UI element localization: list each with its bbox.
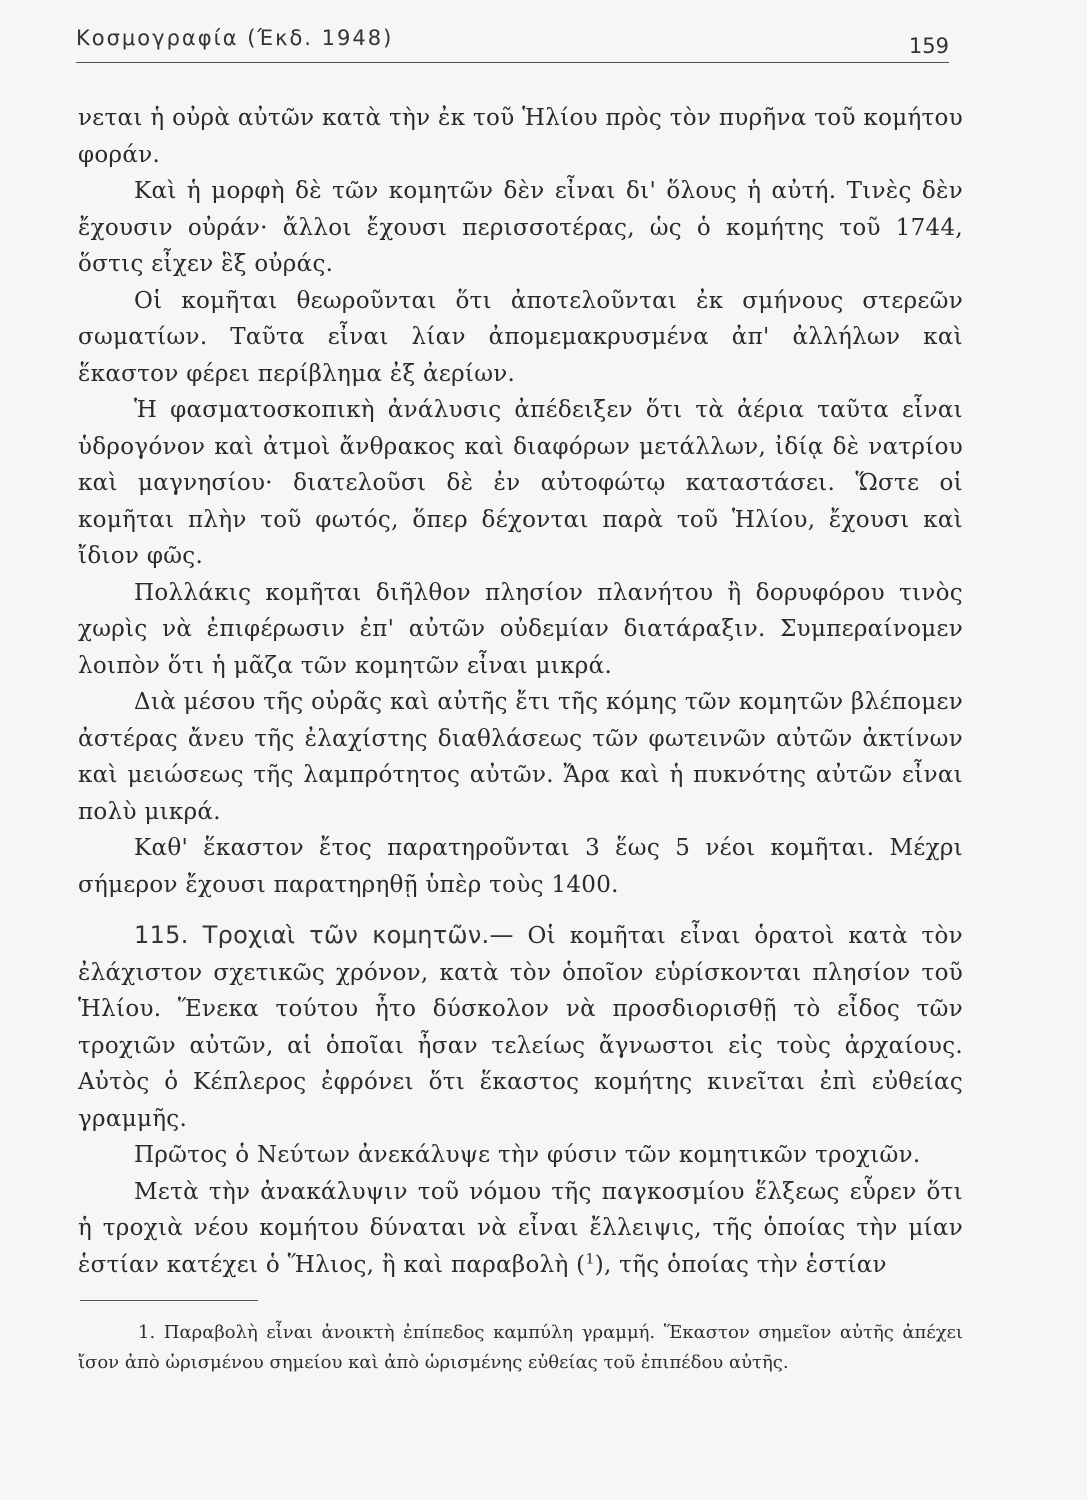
footnote-text: 1. Παραβολὴ εἶναι ἀνοικτὴ ἐπίπεδος καμπύλη γραμμή. Ἕκαστον σημεῖον αὐτῆς ἀπέχει ἴσον ἀπὸ ὡρισμένου σημείου καὶ ἀπὸ ὡρισμένης εὐθείας τοῦ ἐπιπέδου αὐτῆς.: [78, 1322, 963, 1373]
section-heading: 115. Τροχιαὶ τῶν κομητῶν.—: [134, 921, 514, 949]
body-text: [78, 100, 963, 1283]
section-comet-orbits: [78, 917, 963, 1137]
page-header: [76, 18, 949, 63]
section-text: Οἱ κομῆται εἶναι ὁρατοὶ κατὰ τὸν ἐλάχιστον σχετικῶς χρόνον, κατὰ τὸν ὁποῖον εὑρίσκονται πλησίον τοῦ Ἡλίου. Ἕνεκα τούτου ἦτο δύσκολον νὰ προσδιορισθῇ τὸ εἶδος τῶν τροχιῶν αὐτῶν, αἱ ὁποῖαι ἦσαν τελείως ἄγνωστοι εἰς τοὺς ἀρχαίους. Αὐτὸς ὁ Κέπλερος ἐφρόνει ὅτι ἕκαστος κομήτης κινεῖται ἐπὶ εὐθείας γραμμῆς.: [78, 923, 963, 1132]
footnote-reference: 1: [585, 1250, 595, 1267]
footnote: [78, 1318, 963, 1378]
orbit-text-after: ), τῆς ὁποίας τὴν ἑστίαν: [594, 1251, 887, 1278]
paragraph-newton: Πρῶτος ὁ Νεύτων ἀνεκάλυψε τὴν φύσιν τῶν κομητικῶν τροχιῶν.: [134, 1142, 921, 1168]
page-number: 159: [908, 34, 949, 58]
footnote-divider: [80, 1300, 258, 1301]
paragraph-spectroscopy: Ἡ φασματοσκοπικὴ ἀνάλυσις ἀπέδειξεν ὅτι τὰ ἀέρια ταῦτα εἶναι ὑδρογόνον καὶ ἀτμοὶ ἄνθρακος καὶ διαφόρων μετάλλων, ἰδίᾳ δὲ νατρίου καὶ μαγνησίου· διατελοῦσι δὲ ἐν αὐτοφώτῳ καταστάσει. Ὥστε οἱ κομῆται πλὴν τοῦ φωτός, ὅπερ δέχονται παρὰ τοῦ Ἡλίου, ἔχουσι καὶ ἴδιον φῶς.: [78, 397, 963, 569]
paragraph-continuation: νεται ἡ οὐρὰ αὐτῶν κατὰ τὴν ἐκ τοῦ Ἡλίου πρὸς τὸν πυρῆνα τοῦ κομήτου φοράν.: [78, 105, 963, 168]
paragraph-orbit-types: [78, 1174, 963, 1284]
running-title: Κοσμογραφία (Έκδ. 1948): [76, 26, 394, 50]
paragraph-comet-count: Καθ' ἕκαστον ἔτος παρατηροῦνται 3 ἕως 5 νέοι κομῆται. Μέχρι σήμερον ἔχουσι παρατηρηθῇ ὑπὲρ τοὺς 1400.: [78, 835, 963, 898]
paragraph-comet-mass: Πολλάκις κομῆται διῆλθον πλησίον πλανήτου ἢ δορυφόρου τινὸς χωρὶς νὰ ἐπιφέρωσιν ἐπ' αὐτῶν οὐδεμίαν διατάραξιν. Συμπεραίνομεν λοιπὸν ὅτι ἡ μᾶζα τῶν κομητῶν εἶναι μικρά.: [78, 579, 963, 679]
paragraph-comet-shapes: Καὶ ἡ μορφὴ δὲ τῶν κομητῶν δὲν εἶναι δι' ὅλους ἡ αὐτή. Τινὲς δὲν ἔχουσιν οὐράν· ἄλλοι ἔχουσι περισσοτέρας, ὡς ὁ κομήτης τοῦ 1744, ὅστις εἶχεν ἓξ οὐράς.: [78, 178, 963, 277]
orbit-text-before: Μετὰ τὴν ἀνακάλυψιν τοῦ νόμου τῆς παγκοσμίου ἕλξεως εὗρεν ὅτι ἡ τροχιὰ νέου κομήτου δύναται νὰ εἶναι ἔλλειψις, τῆς ὁποίας τὴν μίαν ἑστίαν κατέχει ὁ Ἥλιος, ἢ καὶ παραβολὴ (: [78, 1178, 963, 1278]
paragraph-comet-composition: Οἱ κομῆται θεωροῦνται ὅτι ἀποτελοῦνται ἐκ σμήνους στερεῶν σωματίων. Ταῦτα εἶναι λίαν ἀπομεμακρυσμένα ἀπ' ἀλλήλων καὶ ἕκαστον φέρει περίβλημα ἐξ ἀερίων.: [78, 287, 963, 387]
paragraph-comet-density: Διὰ μέσου τῆς οὐρᾶς καὶ αὐτῆς ἔτι τῆς κόμης τῶν κομητῶν βλέπομεν ἀστέρας ἄνευ τῆς ἐλαχίστης διαθλάσεως τῶν φωτεινῶν αὐτῶν ἀκτίνων καὶ μειώσεως τῆς λαμπρότητος αὐτῶν. Ἄρα καὶ ἡ πυκνότης αὐτῶν εἶναι πολὺ μικρά.: [78, 689, 963, 825]
